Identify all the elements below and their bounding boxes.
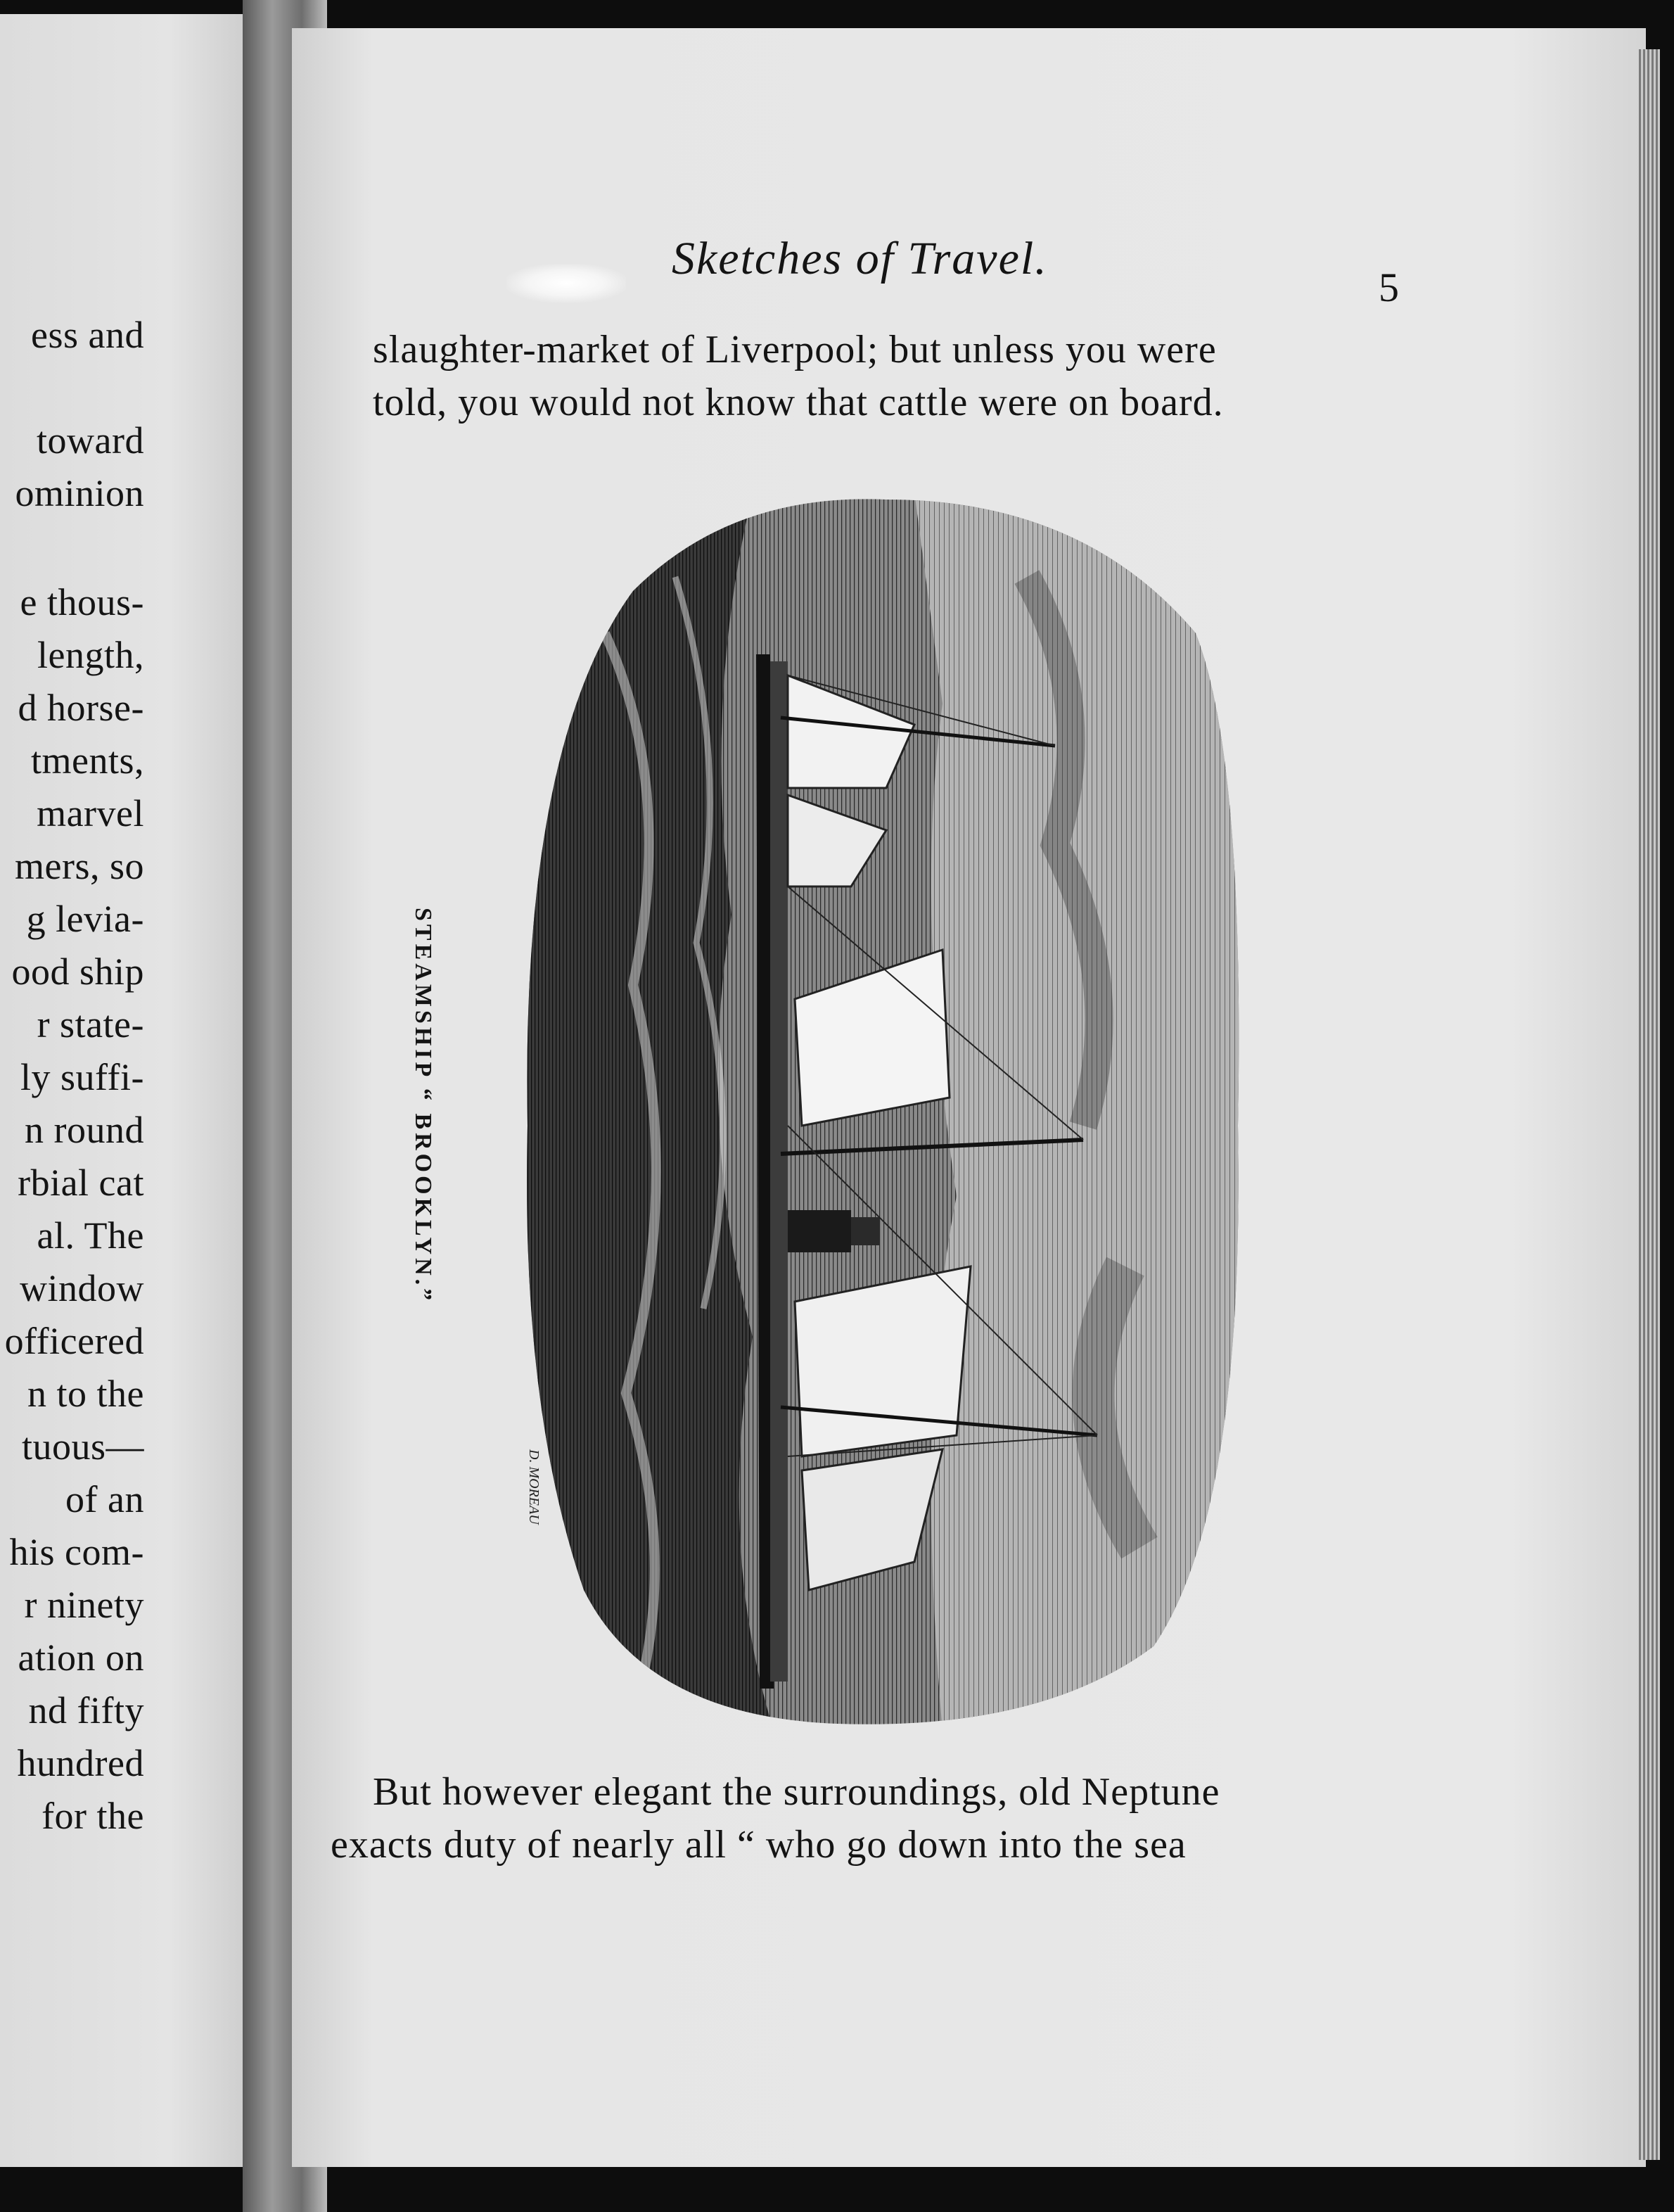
left-page-line: e thous- (20, 581, 144, 623)
left-page-line: marvel (37, 792, 144, 834)
left-page-line: tuous— (21, 1425, 144, 1468)
body-text-line: slaughter-market of Liverpool; but unless you were (373, 328, 1217, 371)
left-page-line: g levia- (26, 898, 144, 940)
left-page-line: r state- (37, 1003, 144, 1045)
ink-smudge (506, 264, 626, 303)
illustration-caption: STEAMSHIP “ BROOKLYN.” (410, 908, 436, 1304)
running-header: Sketches of Travel. (672, 233, 1048, 284)
left-page-line: ess and (31, 314, 144, 356)
left-page-line: hundred (17, 1742, 144, 1784)
page-edge (1639, 49, 1660, 2160)
left-page-line: al. The (37, 1214, 144, 1257)
left-page-line: for the (41, 1795, 144, 1837)
engraver-signature: D. MOREAU (526, 1449, 542, 1525)
left-page-line: ation on (18, 1636, 144, 1679)
left-page-line: nd fifty (28, 1689, 144, 1731)
left-page-line: window (20, 1267, 144, 1309)
left-page-line: tments, (31, 739, 144, 782)
left-page-line: mers, so (15, 845, 144, 887)
left-page-line: officered (4, 1320, 144, 1362)
left-page-line: n round (25, 1109, 144, 1151)
left-page-line: toward (37, 419, 144, 462)
page-number: 5 (1379, 265, 1399, 310)
left-page-line: d horse- (18, 687, 144, 729)
body-text-line: But however elegant the surroundings, old Neptune (373, 1770, 1220, 1814)
steamship-engraving (520, 492, 1252, 1731)
left-page-line: r ninety (24, 1584, 144, 1626)
left-page-line: ly suffi- (20, 1056, 144, 1098)
left-page-line: his com- (9, 1531, 144, 1573)
left-page-line: of an (65, 1478, 144, 1520)
left-page-line: ominion (15, 472, 144, 514)
left-page-line: rbial cat (18, 1162, 144, 1204)
left-page-line: n to the (27, 1373, 144, 1415)
body-text-line: exacts duty of nearly all “ who go down into the sea (331, 1823, 1187, 1867)
left-page-line: ood ship (11, 951, 144, 993)
left-page (0, 14, 243, 2167)
left-page-line: length, (37, 634, 144, 676)
body-text-line: told, you would not know that cattle were on board. (373, 381, 1224, 424)
